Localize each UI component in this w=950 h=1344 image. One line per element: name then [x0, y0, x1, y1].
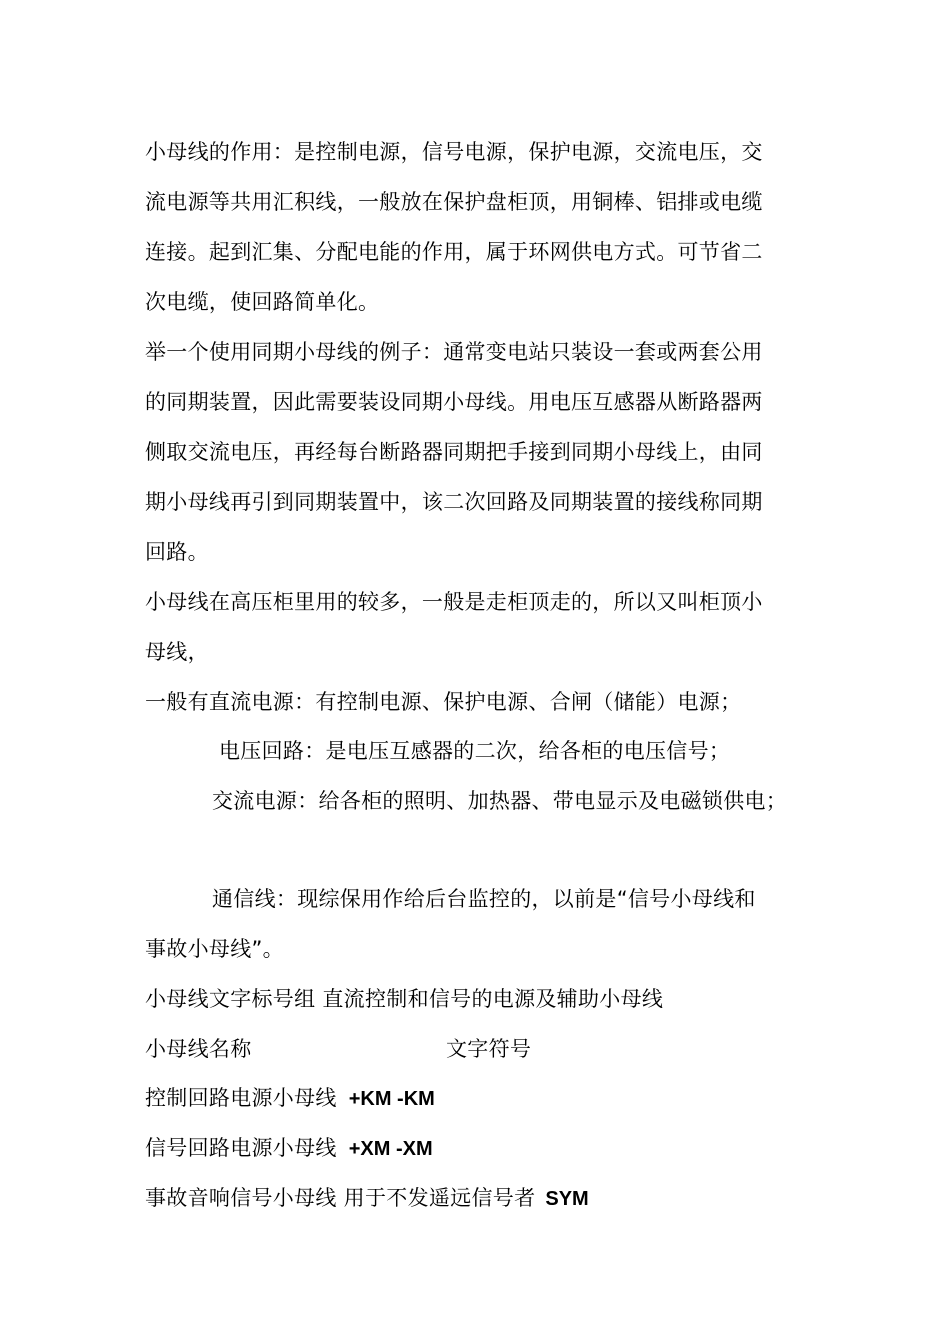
- paragraph-line: 母线，: [145, 640, 209, 664]
- paragraph-line: 流电源等共用汇积线，一般放在保护盘柜顶，用铜棒、铝排或电缆: [145, 190, 763, 214]
- table-row: [145, 1083, 435, 1113]
- table-header-symbol: 文字符号: [446, 1037, 532, 1061]
- row-name: 事故音响信号小母线 用于不发遥远信号者: [145, 1186, 536, 1210]
- paragraph-line-indented: 通信线：现综保用作给后台监控的，以前是“信号小母线和: [212, 887, 756, 911]
- paragraph-line: 回路。: [145, 540, 209, 564]
- paragraph-line: 举一个使用同期小母线的例子：通常变电站只装设一套或两套公用: [145, 340, 763, 364]
- paragraph-line: 小母线的作用：是控制电源，信号电源，保护电源，交流电压，交: [145, 140, 763, 164]
- table-row: [145, 1183, 589, 1213]
- paragraph-line: 小母线在高压柜里用的较多，一般是走柜顶走的，所以又叫柜顶小: [145, 590, 763, 614]
- row-name: 信号回路电源小母线: [145, 1136, 337, 1160]
- paragraph-line: 期小母线再引到同期装置中，该二次回路及同期装置的接线称同期: [145, 490, 763, 514]
- paragraph-line: 的同期装置，因此需要装设同期小母线。用电压互感器从断路器两: [145, 390, 763, 414]
- table-title: 小母线文字标号组 直流控制和信号的电源及辅助小母线: [145, 987, 664, 1011]
- paragraph-line-indented: 电压回路：是电压互感器的二次，给各柜的电压信号；: [219, 739, 731, 763]
- row-name: 控制回路电源小母线: [145, 1086, 337, 1110]
- paragraph-line: 连接。起到汇集、分配电能的作用，属于环网供电方式。可节省二: [145, 240, 763, 264]
- paragraph-line: 侧取交流电压，再经每台断路器同期把手接到同期小母线上，由同: [145, 440, 763, 464]
- table-header-name: 小母线名称: [145, 1037, 252, 1061]
- table-row: [145, 1133, 433, 1163]
- row-code: +KM -KM: [348, 1088, 435, 1110]
- paragraph-line: 次电缆，使回路简单化。: [145, 290, 380, 314]
- row-code: +XM -XM: [348, 1138, 433, 1160]
- row-code: SYM: [545, 1188, 589, 1210]
- paragraph-line-indented: 交流电源：给各柜的照明、加热器、带电显示及电磁锁供电；: [212, 789, 788, 813]
- paragraph-line: 事故小母线”。: [145, 937, 284, 961]
- paragraph-line: 一般有直流电源：有控制电源、保护电源、合闸（储能）电源；: [145, 690, 742, 714]
